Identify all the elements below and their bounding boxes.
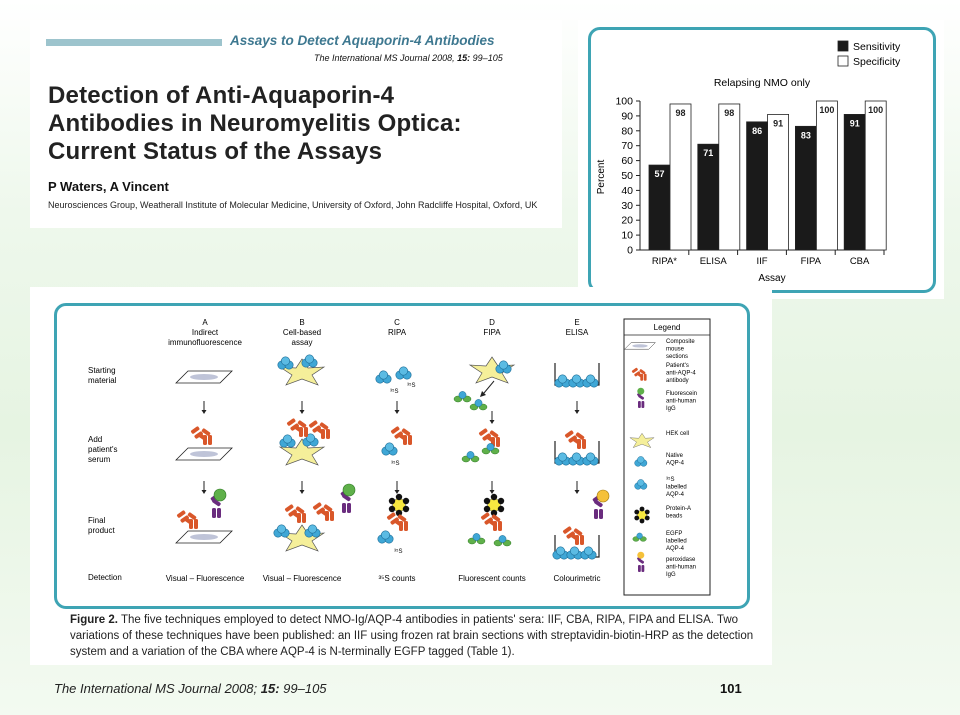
svg-text:E: E — [574, 318, 580, 327]
column-b-illustrations — [274, 355, 355, 551]
x-tick-label: FIPA — [800, 256, 822, 267]
y-tick-label: 80 — [621, 125, 633, 138]
footer-year: 2008; — [224, 681, 258, 696]
x-axis-label: Assay — [758, 273, 786, 284]
bar-data-label: 57 — [654, 169, 665, 180]
chart-legend — [838, 41, 901, 68]
row-label: material — [88, 376, 117, 385]
svg-text:RIPA: RIPA — [387, 328, 407, 337]
svg-text:Indirect: Indirect — [191, 328, 219, 337]
bar-data-label: 98 — [724, 107, 735, 118]
column-header-c — [388, 318, 407, 337]
bar-sensitivity-fipa — [795, 126, 816, 250]
bar-data-label: 100 — [819, 105, 835, 115]
legend-item-text: EGFP — [666, 531, 683, 537]
bar-specificity-elisa — [719, 104, 740, 250]
bar-specificity-iif — [768, 114, 789, 250]
y-tick-label: 90 — [621, 110, 633, 123]
legend-item-text: peroxidase — [666, 557, 696, 563]
detection-label: Visual – Fluorescence — [262, 574, 342, 583]
y-tick-label: 0 — [627, 244, 633, 257]
legend-item-text: antibody — [666, 378, 689, 384]
column-d-illustrations — [454, 357, 514, 546]
footer-journal: The International MS Journal — [54, 681, 221, 696]
bar-specificity-ripa — [670, 104, 691, 250]
legend-item-text: Native — [666, 453, 684, 459]
svg-text:FIPA: FIPA — [483, 328, 501, 337]
x-tick-label: IIF — [756, 256, 768, 267]
svg-text:A: A — [202, 318, 208, 327]
legend-item-text: AQP-4 — [666, 460, 685, 467]
detection-label: ³⁵S counts — [378, 574, 416, 583]
legend-item-text: anti-AQP-4 — [666, 370, 696, 377]
row-label: product — [88, 526, 115, 535]
legend-item-text: IgG — [666, 406, 676, 412]
legend-item-text: sections — [666, 354, 689, 360]
row-label: patient's — [88, 445, 118, 454]
caption-text: The five techniques employed to detect NMO-Ig/AQP-4 antibodies in patients' sera: IIF, CBA, RIPA, FIPA and ELISA. Two variations of these techniques have been published: an IIF using frozen rat brain sections with streptavidin-biotin-HRP as the detection system and a variation of the CBA where AQP-4 is N-terminally EGFP tagged (Table 1). — [70, 614, 754, 658]
legend-title: Legend — [653, 323, 681, 332]
y-tick-label: 40 — [621, 184, 633, 197]
legend-item-text: ³⁵S — [666, 477, 675, 483]
bar-sensitivity-iif — [747, 122, 768, 250]
legend-item-text: anti-human — [666, 398, 697, 405]
bar-specificity-cba — [865, 101, 886, 250]
isotope-label: ³⁵S — [407, 383, 416, 389]
column-a-illustrations — [176, 371, 232, 543]
caption-label: Figure 2. — [70, 614, 118, 626]
citation-year: 2008, — [432, 53, 455, 63]
bar-data-label: 91 — [773, 118, 784, 129]
chart-title: Relapsing NMO only — [713, 77, 811, 89]
y-tick-label: 10 — [621, 229, 633, 242]
svg-text:C: C — [394, 318, 400, 327]
column-headers — [168, 318, 589, 347]
y-tick-label: 30 — [621, 199, 633, 212]
legend-swatch-specificity — [838, 56, 848, 66]
bar-data-label: 83 — [800, 130, 811, 141]
svg-text:Cell-based: Cell-based — [282, 328, 322, 337]
legend-item-text: beads — [666, 513, 683, 520]
bar-sensitivity-cba — [844, 114, 865, 250]
y-tick-label: 70 — [621, 140, 633, 153]
column-header-b — [283, 318, 321, 347]
isotope-label: ³⁵S — [391, 461, 400, 467]
citation-journal: The International MS Journal — [314, 53, 430, 63]
y-tick-label: 60 — [621, 155, 633, 168]
legend-item — [666, 431, 689, 437]
detection-label: Colourimetric — [553, 574, 601, 583]
row-label: Starting — [88, 366, 116, 375]
isotope-label: ³⁵S — [390, 389, 399, 395]
x-tick-label: ELISA — [699, 256, 727, 267]
svg-text:D: D — [489, 318, 495, 327]
detection-label: Fluorescent counts — [458, 574, 526, 583]
row-label: Add — [88, 435, 103, 444]
row-label: Final — [88, 516, 106, 525]
detection-label: Visual – Fluorescence — [165, 574, 245, 583]
title-line: Current Status of the Assays — [48, 138, 383, 165]
legend-item-text: mouse — [666, 346, 685, 353]
legend-item-text: IgG — [666, 572, 676, 578]
y-tick-label: 50 — [621, 170, 633, 182]
legend-item — [666, 453, 685, 467]
svg-text:ELISA: ELISA — [565, 328, 589, 337]
column-header-d — [483, 318, 501, 337]
column-header-a — [168, 318, 242, 347]
journal-citation — [314, 53, 503, 63]
svg-text:immunofluorescence: immunofluorescence — [168, 338, 242, 347]
footer-pages: 99–105 — [283, 681, 327, 696]
bar-chart — [588, 27, 936, 293]
series-title: Assays to Detect Aquaporin-4 Antibodies — [230, 33, 495, 48]
citation-volume: 15: — [457, 53, 471, 63]
chart-bars — [649, 101, 886, 250]
title-line: Antibodies in Neuromyelitis Optica: — [48, 110, 462, 137]
y-tick-label: 20 — [621, 214, 633, 227]
svg-text:assay: assay — [291, 338, 313, 347]
legend-item-text: Patient's — [666, 363, 689, 369]
article-header — [30, 20, 562, 228]
legend-item-text: Fluorescein — [666, 391, 698, 397]
row-label: serum — [88, 455, 111, 464]
figure-legend — [624, 319, 710, 595]
x-tick-label: RIPA* — [651, 256, 677, 267]
legend-label-specificity: Specificity — [853, 56, 901, 68]
svg-text:B: B — [299, 318, 305, 327]
bar-data-label: 100 — [868, 105, 884, 115]
legend-item-text: labelled — [666, 484, 687, 491]
bar-specificity-fipa — [816, 101, 837, 250]
y-axis-label: Percent — [596, 159, 607, 195]
legend-swatch-sensitivity — [838, 41, 848, 51]
bar-data-label: 71 — [703, 148, 714, 159]
legend-item-text: Protein-A — [666, 506, 692, 512]
title-line: Detection of Anti-Aquaporin-4 — [48, 82, 395, 109]
legend-item-text: AQP-4 — [666, 546, 685, 552]
bar-data-label: 86 — [752, 125, 763, 136]
column-c-illustrations — [376, 367, 416, 555]
row-labels — [88, 366, 122, 582]
article-title — [48, 82, 558, 166]
legend-item-text: labelled — [666, 538, 687, 545]
footer-volume: 15: — [260, 681, 280, 696]
bar-data-label: 91 — [849, 118, 860, 129]
page-footer — [54, 681, 327, 696]
y-tick-label: 100 — [615, 95, 633, 108]
authors: P Waters, A Vincent — [48, 179, 169, 194]
legend-item-text: Composite — [666, 339, 695, 345]
affiliation: Neurosciences Group, Weatherall Institute of Molecular Medicine, University of Oxford, John Radcliffe Hospital, Oxford, UK — [48, 200, 538, 210]
page-number: 101 — [720, 681, 742, 696]
legend-item-text: HEK cell — [666, 431, 690, 437]
column-header-e — [566, 318, 589, 337]
assay-diagram — [54, 303, 750, 609]
citation-pages: 99–105 — [472, 53, 503, 63]
legend-item-text: anti-human — [666, 564, 697, 571]
legend-item-text: AQP-4 — [666, 492, 685, 498]
bar-sensitivity-elisa — [698, 144, 719, 250]
figure-caption — [70, 612, 770, 660]
bar-data-label: 98 — [675, 107, 686, 118]
isotope-label: ³⁵S — [394, 549, 403, 555]
header-accent-bar — [46, 39, 222, 46]
row-label: Detection — [88, 573, 122, 582]
column-e-illustrations — [553, 363, 609, 559]
legend-label-sensitivity: Sensitivity — [853, 41, 901, 53]
detection-labels — [166, 574, 601, 583]
x-tick-label: CBA — [849, 256, 870, 267]
